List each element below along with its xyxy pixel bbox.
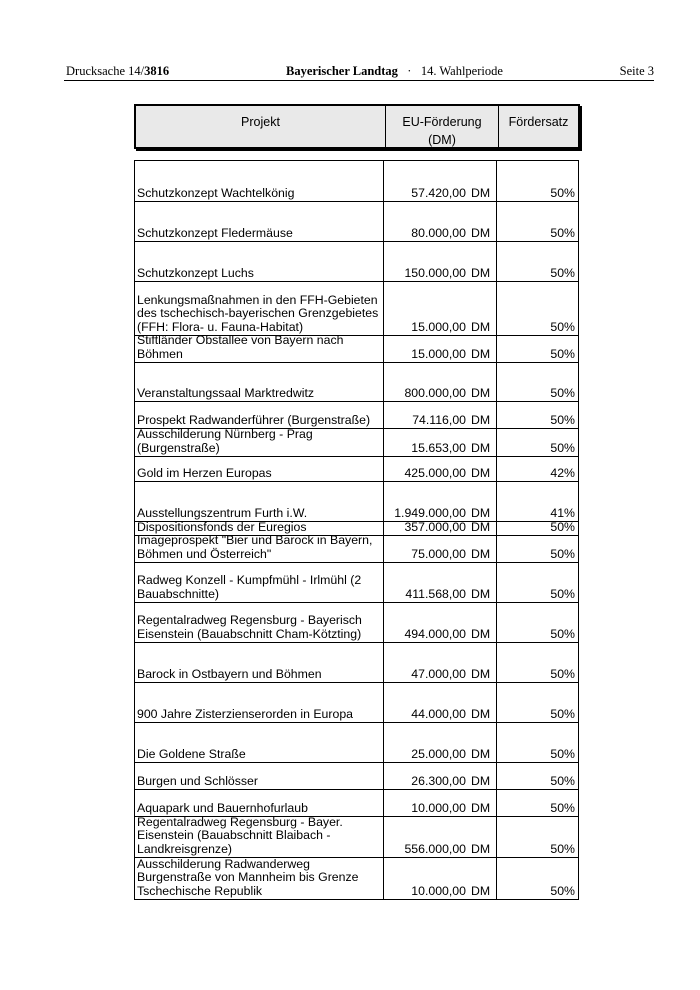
funding-rate: 50% — [550, 746, 575, 761]
funding-amount — [384, 442, 495, 456]
funding-rate: 50% — [550, 800, 575, 815]
funding-amount — [384, 748, 495, 762]
project-name — [137, 467, 381, 481]
amount-unit: DM — [471, 185, 491, 200]
project-name — [137, 521, 381, 535]
project-name-line: Tschechische Republik — [137, 883, 263, 898]
amount-unit: DM — [471, 883, 491, 898]
project-name-line: 900 Jahre Zisterzienserorden in Europa — [137, 706, 354, 721]
funding-amount — [384, 321, 495, 335]
column-eu-funding: EU-Förderung (DM) — [386, 106, 499, 147]
table-row — [134, 562, 579, 602]
project-name — [137, 858, 381, 899]
project-name-line: Schutzkonzept Luchs — [137, 265, 254, 280]
table-row — [134, 428, 579, 456]
project-name-line: Eisenstein (Bauabschnitt Blaibach - — [137, 828, 331, 842]
project-name — [137, 187, 381, 201]
amount-unit: DM — [471, 505, 491, 520]
amount-value: 44.000,00 — [411, 706, 466, 721]
amount-value: 74.116,00 — [412, 412, 466, 427]
project-name-line: Burgen und Schlösser — [137, 773, 258, 788]
amount-value: 800.000,00 — [404, 385, 466, 400]
amount-value: 25.000,00 — [411, 746, 466, 761]
table-row — [134, 682, 579, 722]
table-row — [134, 335, 579, 362]
project-name-line: Schutzkonzept Wachtelkönig — [137, 185, 295, 200]
project-name — [137, 614, 381, 641]
amount-value: 47.000,00 — [411, 666, 466, 681]
funding-amount — [384, 467, 495, 481]
project-name — [137, 294, 381, 335]
table-row — [134, 602, 579, 642]
funding-amount — [384, 387, 495, 401]
amount-value: 15.653,00 — [411, 440, 466, 455]
project-name-line: Gold im Herzen Europas — [137, 465, 272, 480]
project-name-line: Schutzkonzept Fledermäuse — [137, 225, 293, 240]
funding-rate: 50% — [550, 265, 575, 280]
funding-amount — [384, 843, 495, 857]
table-row — [134, 201, 579, 241]
project-name — [137, 775, 381, 789]
amount-unit: DM — [471, 586, 491, 601]
project-name-line: Landkreisgrenze) — [137, 841, 233, 856]
amount-unit: DM — [471, 412, 491, 427]
funding-rate: 50% — [550, 586, 575, 601]
funding-rate: 50% — [550, 546, 575, 561]
project-name — [137, 534, 381, 561]
funding-rate: 50% — [550, 225, 575, 240]
funding-rate: 50% — [550, 185, 575, 200]
funding-rate: 50% — [550, 319, 575, 334]
project-name-line: Lenkungsmaßnahmen in den FFH-Gebieten — [137, 292, 378, 307]
project-name-line: Regentalradweg Regensburg - Bayer. — [137, 814, 343, 829]
project-name-line: Eisenstein (Bauabschnitt Cham-Kötzting) — [137, 626, 362, 641]
funding-amount — [384, 885, 495, 899]
header-rule — [64, 80, 654, 81]
table-row — [134, 401, 579, 428]
table-row — [134, 722, 579, 762]
funding-rate: 50% — [550, 773, 575, 788]
project-name-line: Dispositionsfonds der Euregios — [137, 519, 307, 534]
funding-rate: 42% — [550, 465, 575, 480]
table-row — [134, 857, 579, 900]
table-row — [134, 362, 579, 401]
amount-value: 15.000,00 — [411, 319, 466, 334]
project-name-line: Imageprospekt "Bier und Barock in Bayern, — [137, 533, 373, 547]
amount-value: 411.568,00 — [405, 586, 466, 601]
amount-unit: DM — [471, 773, 491, 788]
amount-value: 10.000,00 — [411, 800, 466, 815]
funding-amount — [384, 267, 495, 281]
project-name — [137, 802, 381, 816]
table-row — [134, 241, 579, 281]
funding-amount — [384, 802, 495, 816]
amount-value: 57.420,00 — [411, 185, 466, 200]
project-name-line: Burgenstraße von Mannheim bis Grenze — [137, 870, 359, 884]
amount-value: 80.000,00 — [411, 225, 466, 240]
project-name — [137, 668, 381, 682]
project-name-line: (Burgenstraße) — [137, 440, 220, 455]
project-name-line: des tschechisch-bayerischen Grenzgebietes — [137, 306, 379, 320]
funding-rate: 50% — [550, 346, 575, 361]
project-name — [137, 334, 381, 361]
table-row — [134, 456, 579, 481]
amount-unit: DM — [471, 519, 491, 534]
page-number: Seite 3 — [619, 64, 654, 78]
project-name — [137, 574, 381, 601]
amount-unit: DM — [471, 265, 491, 280]
column-funding-rate: Fördersatz — [508, 115, 569, 129]
project-name-line: (FFH: Flora- u. Fauna-Habitat) — [137, 319, 304, 334]
table-row — [134, 816, 579, 857]
amount-unit: DM — [471, 225, 491, 240]
funding-amount — [384, 548, 495, 562]
funding-amount — [384, 521, 495, 535]
amount-value: 15.000,00 — [411, 346, 466, 361]
amount-value: 357.000,00 — [404, 519, 466, 534]
document-number: Drucksache 14/3816 — [66, 64, 170, 78]
funding-amount — [384, 775, 495, 789]
project-name-line: Böhmen — [137, 346, 183, 361]
amount-value: 10.000,00 — [411, 883, 466, 898]
project-name-line: Die Goldene Straße — [137, 746, 246, 761]
funding-amount — [384, 588, 495, 602]
amount-unit: DM — [471, 465, 491, 480]
funding-amount — [384, 227, 495, 241]
project-name-line: Veranstaltungssaal Marktredwitz — [137, 385, 315, 400]
project-name — [137, 816, 381, 857]
table-row — [134, 160, 579, 201]
amount-unit: DM — [471, 385, 491, 400]
amount-value: 75.000,00 — [411, 546, 466, 561]
project-name-line: Aquapark und Bauernhofurlaub — [137, 800, 308, 815]
amount-value: 425.000,00 — [404, 465, 466, 480]
project-name — [137, 387, 381, 401]
table-row — [134, 642, 579, 682]
project-name — [137, 414, 381, 428]
column-project: Projekt — [136, 106, 386, 147]
project-name-line: Ausschilderung Radwanderweg — [137, 856, 310, 871]
project-name — [137, 708, 381, 722]
funding-rate: 50% — [550, 519, 575, 534]
amount-unit: DM — [471, 746, 491, 761]
project-name-line: Ausstellungszentrum Furth i.W. — [137, 505, 308, 520]
project-name-line: Regentalradweg Regensburg - Bayerisch — [137, 613, 362, 627]
project-name-line: Böhmen und Österreich" — [137, 546, 272, 561]
table-row — [134, 281, 579, 335]
funding-rate: 50% — [550, 883, 575, 898]
amount-value: 1.949.000,00 — [394, 505, 466, 520]
funding-rate: 50% — [550, 440, 575, 455]
project-name — [137, 227, 381, 241]
amount-unit: DM — [471, 666, 491, 681]
funding-amount — [384, 187, 495, 201]
table-row — [134, 481, 579, 521]
table-row — [134, 535, 579, 562]
project-name-line: Barock in Ostbayern und Böhmen — [137, 666, 322, 681]
funding-amount — [384, 348, 495, 362]
project-name — [137, 507, 381, 521]
project-name-line: Radweg Konzell - Kumpfmühl - Irlmühl (2 — [137, 573, 362, 587]
table-row — [134, 789, 579, 816]
funding-rate: 50% — [550, 412, 575, 427]
table-column-header — [134, 104, 580, 149]
funding-amount — [384, 708, 495, 722]
funding-table — [134, 160, 579, 900]
table-row — [134, 762, 579, 789]
amount-unit: DM — [471, 546, 491, 561]
amount-unit: DM — [471, 800, 491, 815]
funding-rate: 50% — [550, 385, 575, 400]
project-name — [137, 748, 381, 762]
funding-rate: 50% — [550, 841, 575, 856]
funding-rate: 50% — [550, 666, 575, 681]
funding-amount — [384, 414, 495, 428]
project-name — [137, 267, 381, 281]
amount-unit: DM — [471, 346, 491, 361]
amount-unit: DM — [471, 626, 491, 641]
funding-amount — [384, 628, 495, 642]
amount-value: 150.000,00 — [404, 265, 466, 280]
amount-value: 26.300,00 — [411, 773, 466, 788]
funding-rate: 41% — [550, 505, 575, 520]
amount-unit: DM — [471, 440, 491, 455]
amount-value: 556.000,00 — [404, 841, 466, 856]
project-name-line: Ausschilderung Nürnberg - Prag — [137, 427, 313, 441]
amount-value: 494.000,00 — [404, 626, 466, 641]
amount-unit: DM — [471, 841, 491, 856]
funding-amount — [384, 668, 495, 682]
funding-rate: 50% — [550, 626, 575, 641]
amount-unit: DM — [471, 319, 491, 334]
project-name-line: Stiftländer Obstallee von Bayern nach — [137, 333, 344, 347]
funding-amount — [384, 507, 495, 521]
amount-unit: DM — [471, 706, 491, 721]
project-name-line: Prospekt Radwanderführer (Burgenstraße) — [137, 412, 371, 427]
project-name — [137, 428, 381, 455]
funding-rate: 50% — [550, 706, 575, 721]
project-name-line: Bauabschnitte) — [137, 586, 220, 601]
parliament-period: Bayerischer Landtag · 14. Wahlperiode — [286, 64, 503, 78]
